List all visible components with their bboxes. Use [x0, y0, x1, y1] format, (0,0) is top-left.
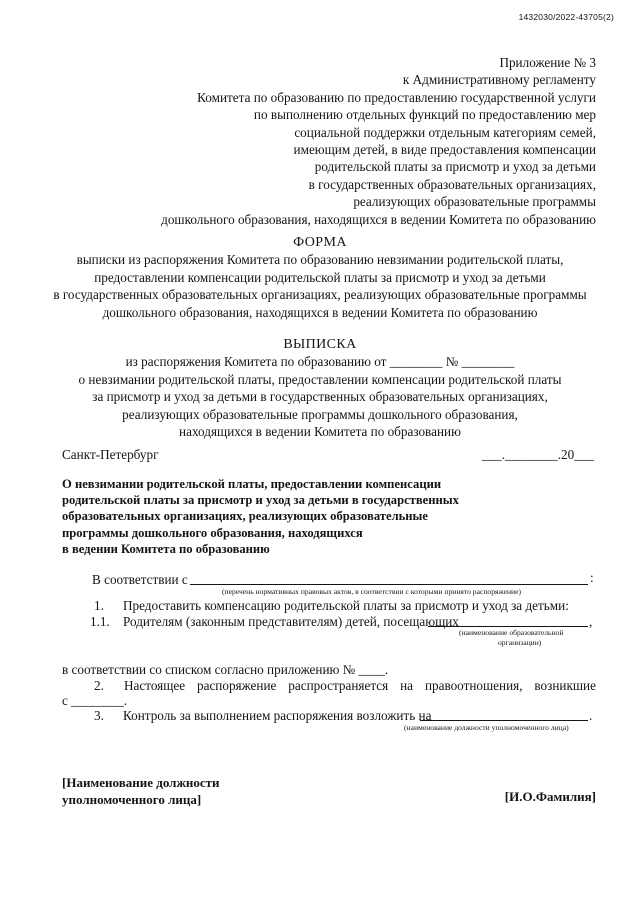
form-line: в государственных образовательных организациях, реализующих образовательные программы [53, 287, 587, 303]
appendix-line: социальной поддержки отдельным категориям семей, [294, 124, 596, 140]
appendix-line: к Административному регламенту [402, 72, 596, 88]
item-3-suffix: . [589, 708, 593, 723]
appendix-line: Комитета по образованию по предоставлению государственной услуги [197, 89, 596, 105]
appendix-line: по выполнению отдельных функций по предоставлению мер [253, 107, 596, 123]
extract-section [0, 336, 640, 440]
order-title-line: родительской платы за присмотр и уход за детьми в государственных [62, 493, 459, 508]
item-3-number: 3. [94, 708, 104, 723]
list-reference-text: в соответствии со списком согласно приложению № ____. [62, 662, 389, 677]
appendix-line: имеющим детей, в виде предоставления компенсации [293, 142, 596, 158]
item-1-text: Предоставить компенсацию родительской платы за присмотр и уход за детьми: [123, 598, 569, 613]
form-line: дошкольного образования, находящихся в ведении Комитета по образованию [102, 304, 538, 320]
appendix-header [161, 54, 596, 228]
item-2-word: распоряжение [197, 678, 277, 693]
document-number: 1432030/2022-43705(2) [518, 12, 614, 22]
according-suffix: : [590, 570, 594, 585]
extract-line: за присмотр и уход за детьми в государственных образовательных организациях, [92, 389, 548, 405]
order-title [62, 476, 459, 557]
according-prefix: В соответствии с [92, 572, 188, 587]
extract-line: реализующих образовательные программы дошкольного образования, [122, 406, 518, 422]
item-2-word: правоотношения, [424, 678, 523, 693]
signatory-title-line: [Наименование должности [62, 775, 220, 790]
extract-heading: ВЫПИСКА [283, 337, 357, 352]
item-1-number: 1. [94, 598, 104, 613]
according-note: (перечень нормативных правовых актов, в соответствии с которыми принято распоряжение) [222, 587, 522, 596]
extract-line: находящихся в ведении Комитета по образованию [179, 424, 461, 440]
order-title-line: в ведении Комитета по образованию [62, 541, 270, 556]
form-line: выписки из распоряжения Комитета по образованию невзимании родительской платы, [76, 252, 564, 268]
item-2-word: распространяется [288, 678, 389, 693]
item-1-1-suffix: , [589, 614, 593, 629]
responsible-person-note: (наименование должности уполномоченного лица) [404, 723, 569, 732]
form-section [0, 234, 640, 321]
item-2-continuation: с ________. [62, 693, 128, 708]
extract-line: из распоряжения Комитета по образованию от ________ № ________ [125, 354, 515, 370]
item-1-1-text: Родителям (законным представителям) детей, посещающих [123, 614, 459, 629]
organization-note-line2: организации) [498, 638, 542, 647]
item-2-word: возникшие [534, 678, 596, 693]
appendix-line: дошкольного образования, находящихся в ведении Комитета по образованию [161, 211, 596, 227]
organization-blank-field[interactable] [428, 626, 588, 627]
item-2-number: 2. [94, 678, 104, 693]
extract-line: о невзимании родительской платы, предоставлении компенсации родительской платы [78, 371, 562, 387]
item-3-text: Контроль за выполнением распоряжения возложить на [123, 708, 432, 723]
date-field: ___.________.20___ [481, 447, 594, 462]
item-2-word: на [400, 678, 414, 693]
appendix-line: в государственных образовательных организациях, [308, 176, 596, 192]
order-title-line: образовательных организациях, реализующих образовательные [62, 509, 428, 524]
organization-note-line1: (наименование образовательной [459, 628, 564, 637]
item-1-1-number: 1.1. [90, 614, 110, 629]
appendix-line: реализующих образовательные программы [353, 194, 596, 210]
order-title-line: О невзимании родительской платы, предоставлении компенсации [62, 477, 442, 491]
appendix-line: Приложение № 3 [499, 55, 596, 70]
signatory-name: [И.О.Фамилия] [504, 789, 596, 804]
responsible-person-blank-field[interactable] [420, 720, 588, 721]
form-line: предоставлении компенсации родительской платы за присмотр и уход за детьми [94, 269, 546, 285]
according-blank-field[interactable] [190, 584, 588, 585]
signatory-title-line: уполномоченного лица] [62, 792, 202, 807]
item-2-word: Настоящее [124, 678, 186, 693]
appendix-line: родительской платы за присмотр и уход за детьми [314, 159, 596, 175]
order-title-line: программы дошкольного образования, находящихся [62, 525, 363, 540]
place-label: Санкт-Петербург [62, 447, 159, 462]
form-heading: ФОРМА [293, 235, 347, 250]
signatory-title [62, 774, 220, 808]
item-2-text [124, 678, 596, 694]
